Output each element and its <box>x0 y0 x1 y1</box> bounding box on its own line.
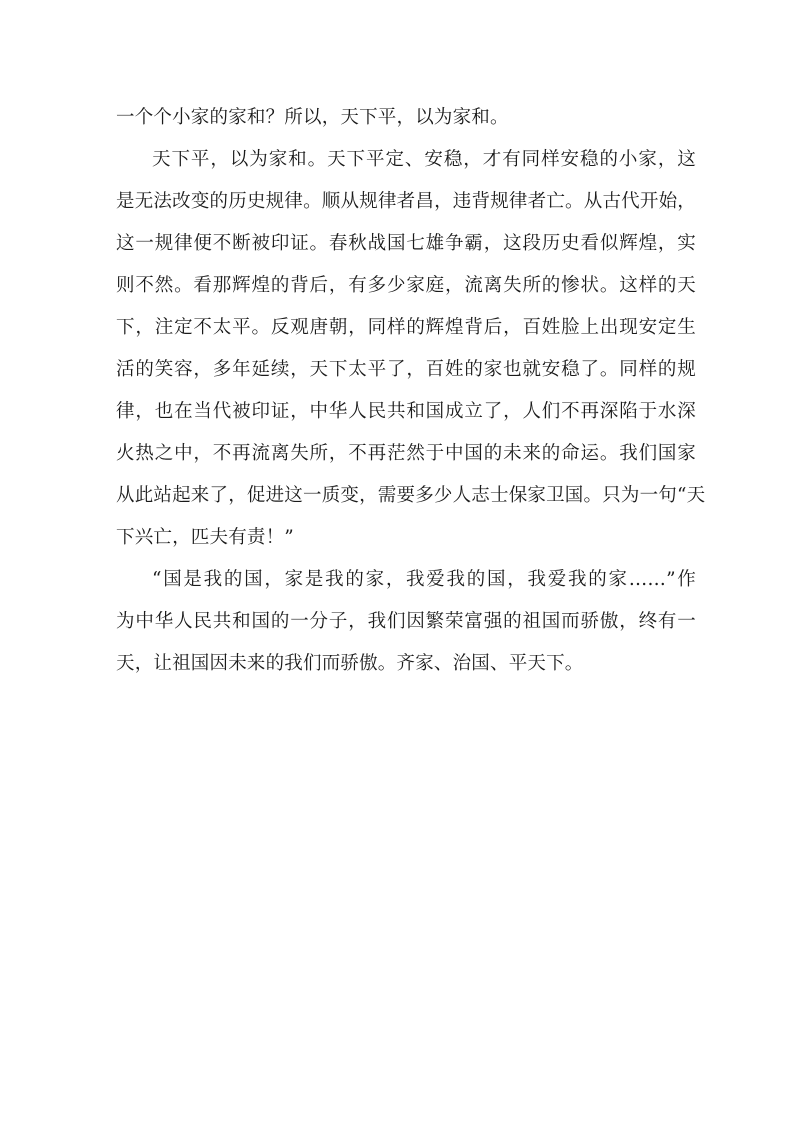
text-line-3: 是无法改变的历史规律。顺从规律者昌，违背规律者亡。从古代开始， <box>116 191 696 212</box>
text-line-11: 下兴亡，匹夫有责！” <box>116 527 294 548</box>
text-line-1: 一个个小家的家和？所以，天下平，以为家和。 <box>116 107 509 128</box>
text-line-5: 则不然。看那辉煌的背后，有多少家庭，流离失所的惨状。这样的天 <box>116 275 696 296</box>
text-line-10: 从此站起来了，促进这一质变，需要多少人志士保家卫国。只为一句“天 <box>116 485 706 506</box>
text-line-13: 为中华人民共和国的一分子，我们因繁荣富强的祖国而骄傲，终有一 <box>116 611 696 632</box>
text-line-8: 律，也在当代被印证，中华人民共和国成立了，人们不再深陷于水深 <box>116 401 696 422</box>
text-line-4: 这一规律便不断被印证。春秋战国七雄争霸，这段历史看似辉煌，实 <box>116 233 696 254</box>
text-line-14: 天，让祖国因未来的我们而骄傲。齐家、治国、平天下。 <box>116 653 584 674</box>
text-line-2: 天下平，以为家和。天下平定、安稳，才有同样安稳的小家，这 <box>152 149 696 170</box>
text-line-12: “国是我的国，家是我的家，我爱我的国，我爱我的家……”作 <box>152 569 696 590</box>
text-line-9: 火热之中，不再流离失所，不再茫然于中国的未来的命运。我们国家 <box>116 443 696 464</box>
text-line-6: 下，注定不太平。反观唐朝，同样的辉煌背后，百姓脸上出现安定生 <box>116 317 696 338</box>
text-line-7: 活的笑容，多年延续，天下太平了，百姓的家也就安稳了。同样的规 <box>116 359 696 380</box>
